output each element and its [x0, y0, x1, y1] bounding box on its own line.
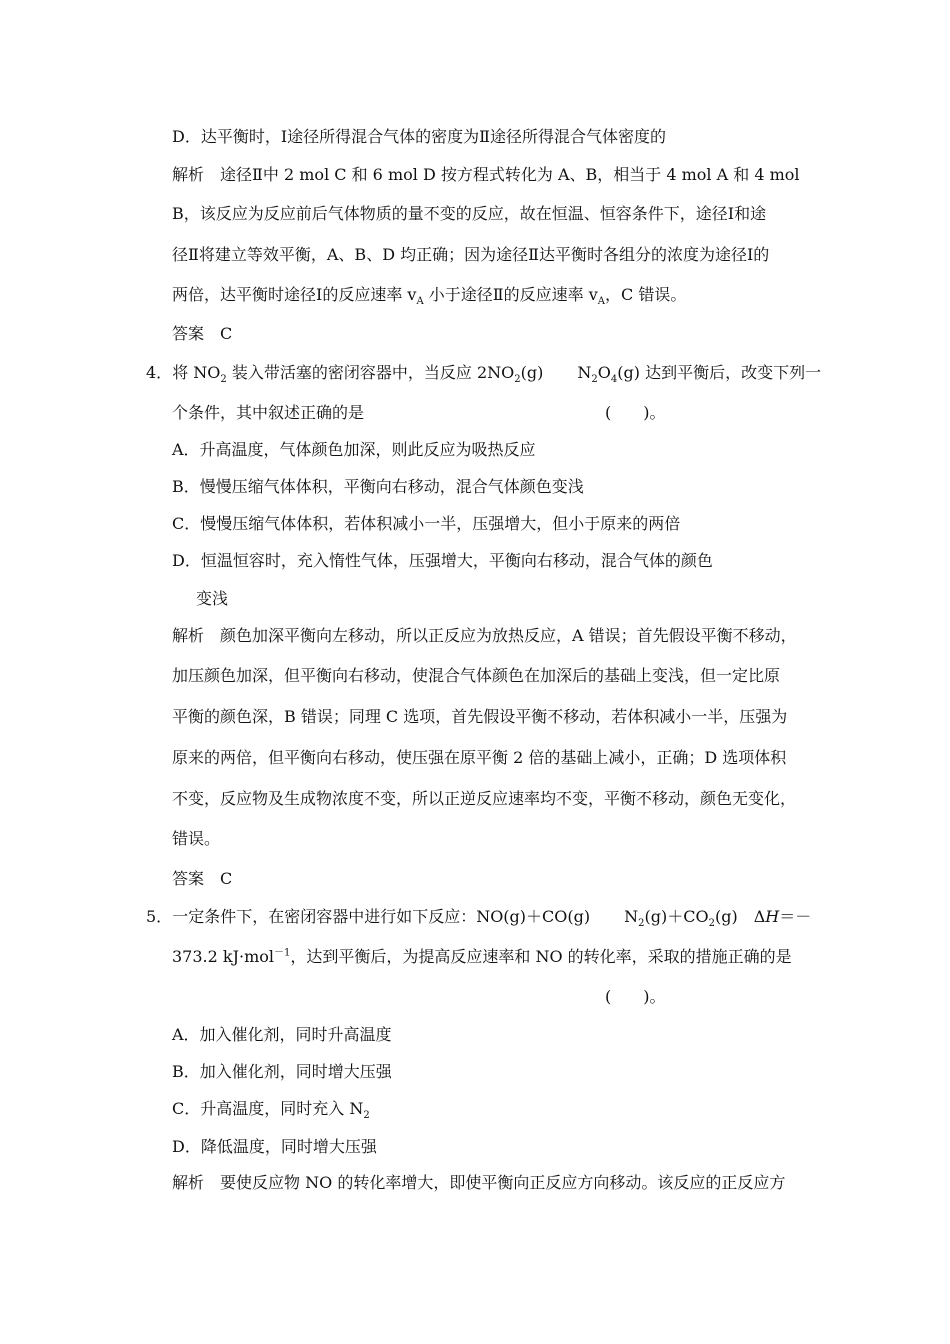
q3-analysis-line-3: 径Ⅱ将建立等效平衡，A、B、D 均正确；因为途径Ⅱ达平衡时各组分的浓度为途径Ⅰ的	[172, 245, 770, 264]
q4-option-d: D．恒温恒容时，充入惰性气体，压强增大，平衡向右移动，混合气体的颜色	[172, 551, 713, 570]
q5-analysis-line-1	[172, 1172, 785, 1194]
analysis-text: 两倍，达平衡时途径Ⅰ的反应速率 v	[172, 285, 417, 304]
stem-text: ，达到平衡后，为提高反应速率和 NO 的转化率，采取的措施正确的是	[290, 947, 792, 966]
superscript: －1	[274, 947, 291, 959]
question-number: 4．	[146, 363, 173, 382]
subscript: 2	[708, 918, 715, 930]
analysis-text: 要使反应物 NO 的转化率增大，即使平衡向正反应方向移动。该反应的正反应方	[220, 1173, 786, 1192]
q5-option-b: B．加入催化剂，同时增大压强	[172, 1062, 392, 1081]
q4-answer	[172, 868, 232, 890]
subscript: 2	[220, 374, 227, 386]
q4-option-c: C．慢慢压缩气体体积，若体积减小一半，压强增大，但小于原来的两倍	[172, 514, 681, 533]
q4-analysis-line-6: 错误。	[172, 829, 221, 848]
analysis-label: 解析	[172, 1173, 205, 1192]
stem-text: N	[624, 907, 639, 926]
q4-option-b: B．慢慢压缩气体体积，平衡向右移动，混合气体颜色变浅	[172, 477, 584, 496]
option-text: C．升高温度，同时充入 N	[172, 1099, 364, 1118]
stem-text: O	[597, 363, 611, 382]
subscript: 2	[591, 374, 598, 386]
q4-stem-line-1	[146, 362, 821, 384]
q4-analysis-line-1	[172, 625, 797, 647]
stem-text: (g) Δ	[714, 907, 766, 926]
analysis-text: ，C 错误。	[605, 285, 687, 304]
q4-analysis-line-4: 原来的两倍，但平衡向右移动，使压强在原平衡 2 倍的基础上减小，正确；D 选项体积	[172, 748, 787, 767]
answer-value: C	[220, 869, 233, 888]
subscript: 4	[610, 374, 618, 386]
analysis-label: 解析	[172, 165, 205, 184]
q4-option-d-cont: 变浅	[196, 589, 229, 608]
stem-text: 373.2 kJ·mol	[172, 947, 275, 966]
q3-analysis-line-1	[172, 164, 800, 186]
question-number: 5．	[146, 907, 173, 926]
subscript: A	[416, 296, 424, 308]
q3-option-d: D．达平衡时，Ⅰ途径所得混合气体的密度为Ⅱ途径所得混合气体密度的	[172, 127, 667, 146]
stem-text: (g) 达到平衡后，改变下列一	[617, 363, 822, 382]
q5-option-a: A．加入催化剂，同时升高温度	[172, 1025, 392, 1044]
analysis-label: 解析	[172, 626, 205, 645]
subscript: 2	[638, 918, 645, 930]
stem-text: 装入带活塞的密闭容器中，当反应 2NO	[226, 363, 515, 382]
q3-analysis-line-2: B，该反应为反应前后气体物质的量不变的反应，故在恒温、恒容条件下，途径Ⅰ和途	[172, 204, 767, 223]
stem-text: 一定条件下，在密闭容器中进行如下反应：NO(g)＋CO(g)	[172, 907, 591, 926]
q5-answer-blank: ( )。	[605, 987, 666, 1006]
stem-text: ＝－	[779, 907, 812, 926]
q3-answer	[172, 323, 232, 345]
answer-label: 答案	[172, 869, 205, 888]
q4-analysis-line-2: 加压颜色加深，但平衡向右移动，使混合气体颜色在加深后的基础上变浅，但一定比原	[172, 666, 781, 685]
analysis-text: 颜色加深平衡向左移动，所以正反应为放热反应，A 错误；首先假设平衡不移动，	[220, 626, 797, 645]
q4-analysis-line-5: 不变，反应物及生成物浓度不变，所以正逆反应速率均不变，平衡不移动，颜色无变化，	[172, 789, 797, 808]
q4-option-a: A．升高温度，气体颜色加深，则此反应为吸热反应	[172, 440, 536, 459]
q5-option-c	[172, 1098, 370, 1120]
subscript: 2	[363, 1110, 370, 1122]
stem-text: (g)	[520, 363, 544, 382]
q4-analysis-line-3: 平衡的颜色深，B 错误；同理 C 选项，首先假设平衡不移动，若体积减小一半，压强为	[172, 707, 788, 726]
answer-label: 答案	[172, 324, 205, 343]
analysis-text: 小于途径Ⅱ的反应速率 v	[423, 285, 598, 304]
stem-text: (g)＋CO	[644, 907, 709, 926]
q4-stem-line-2: 个条件，其中叙述正确的是	[172, 403, 365, 422]
stem-text: 将 NO	[172, 363, 221, 382]
analysis-text: 途径Ⅱ中 2 mol C 和 6 mol D 按方程式转化为 A、B，相当于 4 mol A 和 4 mol	[220, 165, 800, 184]
q5-option-d: D．降低温度，同时增大压强	[172, 1137, 377, 1156]
subscript: 2	[514, 374, 521, 386]
q5-stem-line-1	[146, 906, 811, 928]
answer-value: C	[220, 324, 233, 343]
enthalpy-symbol: H	[765, 907, 780, 926]
stem-text: N	[577, 363, 592, 382]
q4-answer-blank: ( )。	[605, 403, 666, 422]
q3-analysis-line-4	[172, 284, 686, 306]
subscript: A	[597, 296, 606, 308]
q5-stem-line-2	[172, 946, 792, 968]
